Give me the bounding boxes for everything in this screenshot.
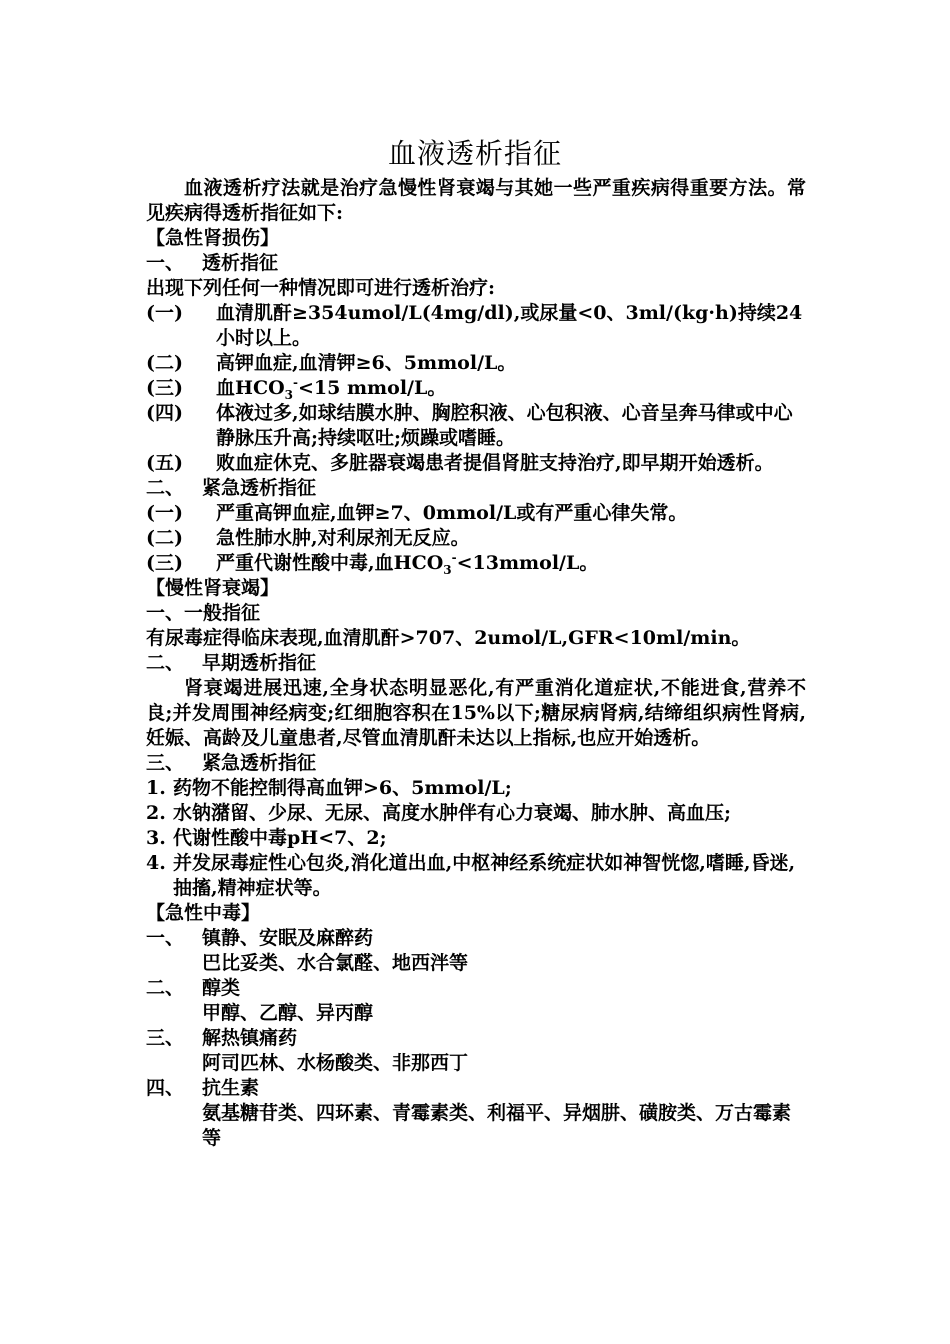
- subsection-emergency-indications: [146, 476, 806, 501]
- numbered-item-marker: 2.: [146, 802, 166, 824]
- list-item: [146, 551, 806, 576]
- subsection-marker: 二、: [146, 477, 185, 499]
- list-item: [146, 376, 806, 401]
- numbered-item-marker: 3.: [146, 827, 166, 849]
- text-segment: 严重代谢性酸中毒,血HCO: [216, 552, 444, 574]
- subsection-label: 紧急透析指征: [202, 477, 317, 499]
- subsection-marker: 三、: [146, 752, 185, 774]
- intro-paragraph: 血液透析疗法就是治疗急慢性肾衰竭与其她一些严重疾病得重要方法。常见疾病得透析指征如下:: [146, 177, 806, 224]
- poison-category: [146, 976, 806, 1001]
- list-item: [146, 301, 806, 351]
- subsection-general-indications: 一、一般指征: [146, 602, 261, 624]
- category-marker: 四、: [146, 1077, 185, 1099]
- category-marker: 二、: [146, 977, 185, 999]
- subsection-early-dialysis: [146, 651, 806, 676]
- subscript: 3: [443, 562, 452, 577]
- category-detail: 巴比妥类、水合氯醛、地西泮等: [202, 952, 469, 974]
- subsection-marker: 二、: [146, 652, 185, 674]
- list-item: [146, 526, 806, 551]
- text-segment: <15 mmol/L。: [297, 377, 447, 399]
- list-item-text: [216, 376, 806, 401]
- list-item-text: 高钾血症,血清钾≥6、5mmol/L。: [216, 352, 517, 374]
- list-item-marker: (四): [146, 402, 183, 424]
- subsection-emergency-indications: [146, 751, 806, 776]
- list-item-text: 败血症休克、多脏器衰竭患者提倡肾脏支持治疗,即早期开始透析。: [216, 452, 774, 474]
- list-item-text: 严重高钾血症,血钾≥7、0mmol/L或有严重心律失常。: [216, 502, 688, 524]
- list-item-marker: (三): [146, 552, 183, 574]
- numbered-item: [146, 801, 806, 826]
- text-segment: 血HCO: [216, 377, 285, 399]
- list-item-text: 急性肺水肿,对利尿剂无反应。: [216, 527, 470, 549]
- numbered-item: [146, 826, 806, 851]
- page-title: 血液透析指征: [387, 137, 562, 170]
- numbered-item-text: 并发尿毒症性心包炎,消化道出血,中枢神经系统症状如神智恍惚,嗜睡,昏迷,抽搐,精神症状等。: [173, 852, 796, 899]
- subsection-dialysis-indications: [146, 251, 806, 276]
- text-segment: <13mmol/L。: [456, 552, 599, 574]
- section-heading-acute-poisoning: 【急性中毒】: [146, 902, 261, 924]
- category-label: 镇静、安眠及麻醉药: [202, 927, 374, 949]
- list-item: [146, 451, 806, 476]
- superscript: -: [292, 375, 298, 390]
- numbered-item: [146, 776, 806, 801]
- list-item: [146, 501, 806, 526]
- list-item-text: 血清肌酐≥354umol/L(4mg/dl),或尿量<0、3ml/(kg·h)持续24小时以上。: [216, 302, 803, 349]
- category-label: 醇类: [202, 977, 241, 999]
- section-heading-chronic-kidney-failure: 【慢性肾衰竭】: [146, 577, 280, 599]
- subsection-label: 紧急透析指征: [202, 752, 317, 774]
- document-body: [146, 176, 806, 1151]
- subscript: 3: [284, 387, 293, 402]
- lead-sentence: 出现下列任何一种情况即可进行透析治疗:: [146, 277, 496, 299]
- superscript: -: [451, 550, 457, 565]
- category-marker: 一、: [146, 927, 185, 949]
- early-dialysis-paragraph: 肾衰竭进展迅速,全身状态明显恶化,有严重消化道症状,不能进食,营养不良;并发周围神经病变;红细胞容积在15%以下;糖尿病肾病,结缔组织病性肾病,妊娠、高龄及儿童患者,尽管血清肌酐未达以上指标,也应开始透析。: [146, 677, 806, 749]
- numbered-item-text: 代谢性酸中毒pH<7、2;: [173, 827, 387, 849]
- category-label: 解热镇痛药: [202, 1027, 298, 1049]
- poison-category: [146, 1076, 806, 1101]
- category-marker: 三、: [146, 1027, 185, 1049]
- section-heading-acute-kidney-injury: 【急性肾损伤】: [146, 227, 280, 249]
- list-item-marker: (五): [146, 452, 183, 474]
- subsection-label: 早期透析指征: [202, 652, 317, 674]
- general-indications-text: 有尿毒症得临床表现,血清肌酐>707、2umol/L,GFR<10ml/min。: [146, 627, 751, 649]
- numbered-item-text: 药物不能控制得高血钾>6、5mmol/L;: [173, 777, 512, 799]
- list-item-marker: (二): [146, 527, 183, 549]
- category-detail: 氨基糖苷类、四环素、青霉素类、利福平、异烟肼、磺胺类、万古霉素等: [202, 1102, 792, 1149]
- numbered-item-text: 水钠潴留、少尿、无尿、高度水肿伴有心力衰竭、肺水肿、高血压;: [173, 802, 732, 824]
- category-label: 抗生素: [202, 1077, 260, 1099]
- list-item: [146, 401, 806, 451]
- category-detail: 甲醇、乙醇、异丙醇: [202, 1002, 374, 1024]
- numbered-item: [146, 851, 806, 901]
- category-detail: 阿司匹林、水杨酸类、非那西丁: [202, 1052, 469, 1074]
- numbered-item-marker: 1.: [146, 777, 166, 799]
- subsection-label: 透析指征: [202, 252, 279, 274]
- list-item-marker: (一): [146, 502, 183, 524]
- poison-category: [146, 926, 806, 951]
- list-item-text: [216, 551, 806, 576]
- list-item-marker: (二): [146, 352, 183, 374]
- poison-category: [146, 1026, 806, 1051]
- list-item-marker: (三): [146, 377, 183, 399]
- numbered-item-marker: 4.: [146, 852, 166, 874]
- list-item-marker: (一): [146, 302, 183, 324]
- list-item: [146, 351, 806, 376]
- subsection-marker: 一、: [146, 252, 185, 274]
- list-item-text: 体液过多,如球结膜水肿、胸腔积液、心包积液、心音呈奔马律或中心静脉压升高;持续呕吐;烦躁或嗜睡。: [216, 402, 793, 449]
